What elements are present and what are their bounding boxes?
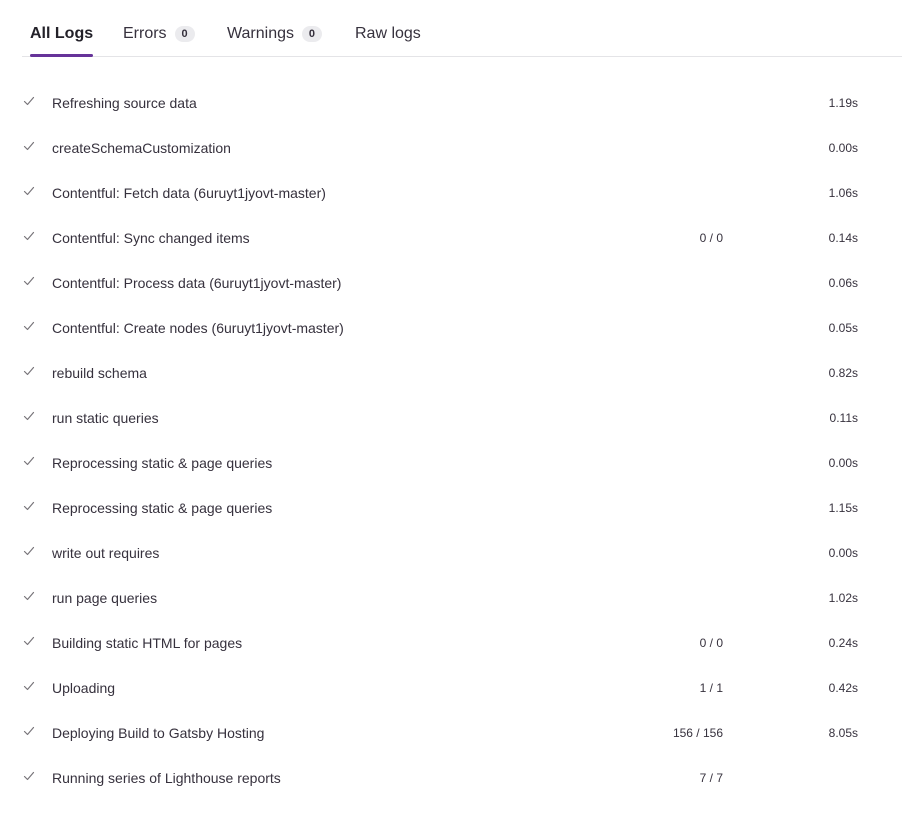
log-row bbox=[0, 666, 924, 711]
log-row bbox=[0, 531, 924, 576]
log-step-duration: 0.24s bbox=[828, 636, 858, 650]
check-icon bbox=[22, 679, 36, 693]
log-tabs bbox=[22, 0, 902, 57]
log-row bbox=[0, 261, 924, 306]
log-step-duration: 0.06s bbox=[828, 276, 858, 290]
log-step-duration: 1.06s bbox=[828, 186, 858, 200]
log-row bbox=[0, 756, 924, 801]
log-step-label: Deploying Build to Gatsby Hosting bbox=[52, 725, 265, 741]
check-icon bbox=[22, 589, 36, 603]
check-icon bbox=[22, 769, 36, 783]
check-icon bbox=[22, 634, 36, 648]
log-step-label: Reprocessing static & page queries bbox=[52, 500, 273, 516]
check-icon bbox=[22, 409, 36, 423]
warnings-count-badge: 0 bbox=[302, 26, 322, 42]
check-icon bbox=[22, 94, 36, 108]
log-step-label: rebuild schema bbox=[52, 365, 147, 381]
check-icon bbox=[22, 364, 36, 378]
tab-errors-label: Errors bbox=[123, 25, 167, 42]
log-row bbox=[0, 351, 924, 396]
check-icon bbox=[22, 454, 36, 468]
log-step-duration: 1.19s bbox=[828, 96, 858, 110]
log-step-duration: 0.00s bbox=[828, 546, 858, 560]
log-step-label: Contentful: Process data (6uruyt1jyovt-master) bbox=[52, 275, 342, 291]
log-step-duration: 0.82s bbox=[828, 366, 858, 380]
tab-warnings[interactable] bbox=[227, 12, 322, 56]
tab-all-logs-label: All Logs bbox=[30, 25, 94, 42]
check-icon bbox=[22, 499, 36, 513]
check-icon bbox=[22, 319, 36, 333]
log-step-duration: 8.05s bbox=[828, 726, 858, 740]
log-step-label: Contentful: Create nodes (6uruyt1jyovt-master) bbox=[52, 320, 344, 336]
log-step-duration: 0.11s bbox=[829, 411, 858, 425]
active-tab-indicator bbox=[30, 54, 93, 57]
log-row bbox=[0, 81, 924, 126]
check-icon bbox=[22, 229, 36, 243]
log-step-label: Building static HTML for pages bbox=[52, 635, 243, 651]
log-step-label: Refreshing source data bbox=[52, 95, 197, 111]
tab-raw-logs[interactable] bbox=[355, 12, 421, 56]
log-row bbox=[0, 216, 924, 261]
log-row bbox=[0, 306, 924, 351]
log-step-duration: 0.00s bbox=[828, 456, 858, 470]
check-icon bbox=[22, 274, 36, 288]
tab-errors[interactable] bbox=[123, 12, 195, 56]
log-row bbox=[0, 576, 924, 621]
log-step-label: Running series of Lighthouse reports bbox=[52, 770, 281, 786]
log-list bbox=[0, 81, 924, 801]
check-icon bbox=[22, 544, 36, 558]
log-step-duration: 0.00s bbox=[828, 141, 858, 155]
errors-count-badge: 0 bbox=[175, 26, 195, 42]
log-step-progress: 1 / 1 bbox=[699, 681, 723, 695]
log-step-label: Reprocessing static & page queries bbox=[52, 455, 273, 471]
log-row bbox=[0, 711, 924, 756]
check-icon bbox=[22, 184, 36, 198]
tab-raw-logs-label: Raw logs bbox=[355, 25, 421, 42]
log-step-label: Contentful: Fetch data (6uruyt1jyovt-master) bbox=[52, 185, 326, 201]
log-step-label: run page queries bbox=[52, 590, 158, 606]
log-step-duration: 0.05s bbox=[828, 321, 858, 335]
log-row bbox=[0, 396, 924, 441]
log-step-label: Contentful: Sync changed items bbox=[52, 230, 250, 246]
log-row bbox=[0, 171, 924, 216]
log-step-duration: 0.42s bbox=[828, 681, 858, 695]
log-step-progress: 156 / 156 bbox=[672, 726, 723, 740]
log-step-progress: 0 / 0 bbox=[699, 231, 723, 245]
log-step-duration: 1.02s bbox=[828, 591, 858, 605]
log-row bbox=[0, 486, 924, 531]
log-step-label: createSchemaCustomization bbox=[52, 140, 231, 156]
log-row bbox=[0, 441, 924, 486]
tab-warnings-label: Warnings bbox=[227, 25, 294, 42]
log-step-label: write out requires bbox=[52, 545, 160, 561]
log-step-progress: 7 / 7 bbox=[699, 771, 723, 785]
check-icon bbox=[22, 139, 36, 153]
log-step-label: run static queries bbox=[52, 410, 159, 426]
log-step-label: Uploading bbox=[52, 680, 116, 696]
log-step-duration: 0.14s bbox=[828, 231, 858, 245]
tab-all-logs[interactable] bbox=[30, 12, 93, 56]
log-step-duration: 1.15s bbox=[828, 501, 858, 515]
log-row bbox=[0, 621, 924, 666]
check-icon bbox=[22, 724, 36, 738]
log-row bbox=[0, 126, 924, 171]
log-step-progress: 0 / 0 bbox=[699, 636, 723, 650]
